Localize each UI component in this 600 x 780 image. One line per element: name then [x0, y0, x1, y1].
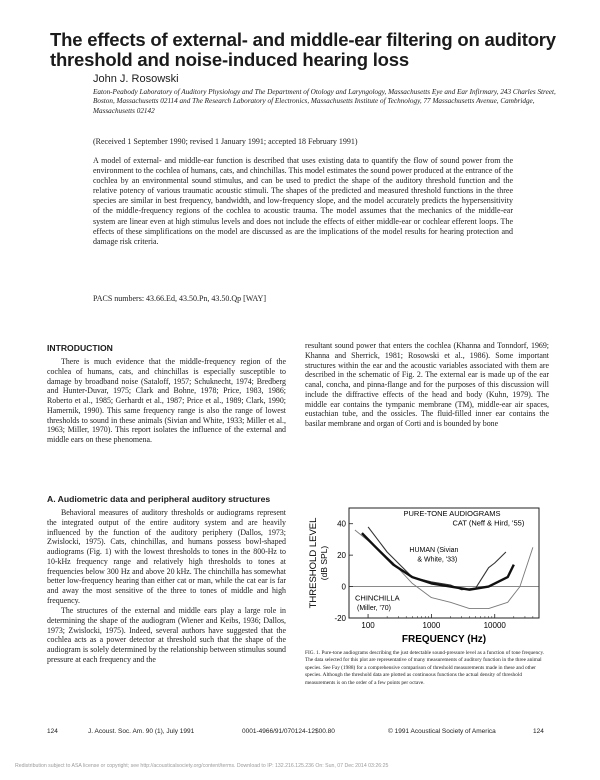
author-name: John J. Rosowski — [93, 73, 179, 85]
chart-title: PURE-TONE AUDIOGRAMS — [403, 509, 501, 518]
page-number-right: 124 — [533, 728, 544, 735]
x-axis-label: FREQUENCY (Hz) — [401, 634, 487, 645]
pacs-numbers: PACS numbers: 43.66.Ed, 43.50.Pn, 43.50.Qp [WAY] — [93, 294, 266, 303]
y-axis-label: THRESHOLD LEVEL — [308, 517, 319, 609]
y-tick-label: 20 — [337, 551, 346, 561]
y-tick-label: 40 — [337, 519, 346, 529]
copyright: © 1991 Acoustical Society of America — [388, 728, 496, 735]
intro-heading: INTRODUCTION — [47, 343, 113, 353]
redistribution-notice: Redistribution subject to ASA license or copyright; see http://acousticalsociety.org/content/terms. Download to IP: 132.216.125.236 On: Sun, 07 Dec 2014 03:26:25 — [15, 763, 389, 769]
received-dates: (Received 1 September 1990; revised 1 January 1991; accepted 18 February 1991) — [93, 137, 358, 146]
intro-paragraph: There is much evidence that the middle-frequency region of the cochlea of humans, cats, and chinchillas is especially susceptible to damage by broadband noise (Sataloff, 1957; Schuknecht, 1974; Bredberg and Hunter-Duvar, 1975; Clark and Bohne, 1978; Price, 1983, 1986; Roberto et al., 1985; Gerhardt et al., 1987; Price et al., 1989; Clark, 1990; Hamernik, 1990). This same frequency range is also the range of lowest thresholds to sound in these animals (Sivian and White, 1933; Miller et al., 1963; Miller, 1970). This report isolates the influence of the external and middle ears on these phenomena. — [47, 357, 286, 444]
column-2-paragraph: resultant sound power that enters the cochlea (Khanna and Tonndorf, 1969; Khanna and Sherrick, 1981; Rosowski et al., 1986). Some important structures within the ear and the acoustic variables associated with them are described in the schematic of Fig. 2. The external ear is made up of the ear canal, concha, and pinna-flange and for the purposes of this discussion will include the diffractive effects of the head and body (Kuhn, 1979). The middle ear contains the tympanic membrane (TM), middle-ear air spaces, eustachian tube, and the ossicles. The fluid-filled inner ear contains the basilar membrane and organ of Corti and is bounded by bone — [305, 341, 549, 428]
chinchilla-series-label: CHINCHILLA — [355, 593, 400, 603]
paper-title: The effects of external- and middle-ear filtering on auditory threshold and noise-induced hearing loss — [50, 29, 556, 70]
x-tick-label: 1000 — [422, 621, 441, 630]
section-a-paragraph-2: The structures of the external and middle ears play a large role in determining the shape of the audiogram (Wiener and Keibs, 1936; Dallos, 1973; Zwislocki, 1975). Indeed, several authors have suggested that the cochlea acts as a power detector at threshold such that the shape of the audiogram is solely determined by the relationship between stimulus sound pressure at each frequency and the — [47, 606, 286, 664]
human-series-label-line2: & White, '33) — [417, 556, 458, 564]
figure-1-caption: FIG. 1. Pure-tone audiograms describing the just detectable sound-pressure level as a function of tone frequency. The data selected for this plot are representative of many measurements of auditory function in the three animal species. See Fay (1988) for a comprehensive comparison of threshold measurements made in these and other species. Although the threshold data are plotted as continuous functions the actual density of threshold measurements is on the order of a few points per octave. — [305, 650, 545, 686]
article-code: 0001-4966/91/070124-12$00.80 — [242, 728, 335, 735]
page-number-left: 124 — [47, 728, 58, 735]
x-tick-label: 100 — [361, 621, 375, 630]
journal-citation: J. Acoust. Soc. Am. 90 (1), July 1991 — [88, 728, 195, 735]
y-axis-unit: (dB SPL) — [319, 545, 329, 581]
abstract: A model of external- and middle-ear function is described that uses existing data to quantify the flow of sound power from the environment to the cochlea of humans, cats, and chinchillas. This model estimates the sound power produced at the entrance of the cochlea by an environmental sound stimulus, and can be used to predict the shape of the auditory threshold function and the relative potency of various traumatic acoustic stimuli. The shapes of the predicted and measured threshold functions in the three species are similar in best frequency, bandwidth, and low-frequency slope, and the model accurately predicts the hypersensitivity of the middle-frequency regions of the cochlea to acoustic trauma. The model assumes that the mechanics of the middle-ear system are linear even at high stimulus levels and does not include the effects of either middle-ear or cochlear efferent loops. The effects of these simplifications on the model are discussed as are the implications of the model results for hearing protection and damage risk criteria. — [93, 156, 513, 246]
figure-1-audiogram-chart — [305, 498, 549, 648]
chinchilla-series-citation: (Miller, '70) — [357, 605, 392, 613]
y-tick-label: -20 — [334, 614, 346, 623]
section-a-paragraph-1: Behavioral measures of auditory thresholds or audiograms represent the integrated output of the entire auditory system and are heavily influenced by the function of the auditory periphery (Dallos, 1973; Zwislocki, 1975). Cats, chinchillas, and humans possess bowl-shaped audiograms (Fig. 1) with the lowest thresholds to tones in the 800-Hz to 10-kHz frequency range and relatively high thresholds to tones at frequencies below 300 Hz and above 20 kHz. The chinchilla has somewhat better low-frequency hearing than either cat or man, while the cat ear is far and away the most sensitive of the three to tones of middle and high frequency. — [47, 508, 286, 605]
y-tick-label: 0 — [341, 582, 346, 592]
x-tick-label: 10000 — [483, 621, 506, 630]
cat-series-label: CAT (Neff & Hird, '55) — [452, 518, 525, 528]
section-a-heading: A. Audiometric data and peripheral auditory structures — [47, 494, 271, 504]
author-affiliation: Eaton-Peabody Laboratory of Auditory Physiology and The Department of Otology and Laryngology, Massachusetts Eye and Ear Infirmary, 243 Charles Street, Boston, Massachusetts 02114 and The Research Laboratory of Electronics, Massachusetts Institute of Technology, 77 Massachusetts Avenue, Cambridge, Massachusetts 02142 — [93, 88, 556, 115]
human-series-label: HUMAN (Sivian — [409, 547, 459, 554]
